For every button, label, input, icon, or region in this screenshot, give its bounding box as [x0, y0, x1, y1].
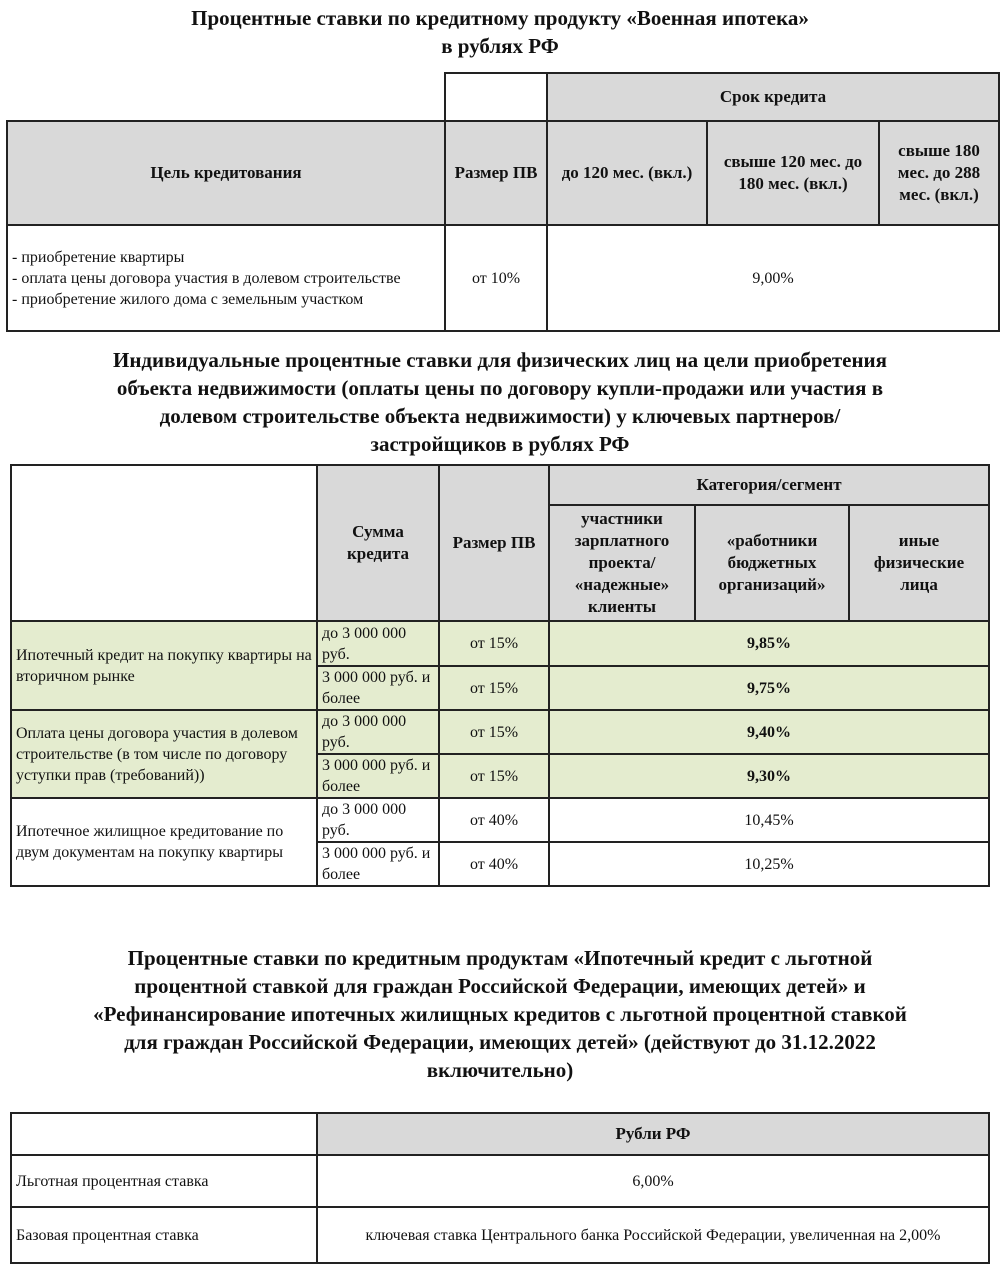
rate-cell: 9,40% — [549, 710, 989, 754]
section2-title — [0, 346, 1000, 458]
rate-cell: 9,75% — [549, 666, 989, 710]
goal-item: - оплата цены договора участия в долевом строительстве — [12, 269, 401, 287]
section2-title-line1: Индивидуальные процентные ставки для физических лиц на цели приобретения — [112, 348, 888, 372]
group-label: Ипотечное жилищное кредитование по двум документам на покупку квартиры — [11, 798, 317, 886]
sum-cell: до 3 000 000 руб. — [317, 710, 439, 754]
section3-title-line2: процентной ставкой для граждан Российской Федерации, имеющих детей» и — [134, 974, 866, 998]
pv-value: от 10% — [445, 225, 547, 331]
col-cat2-header: «работники бюджетных организаций» — [695, 505, 849, 621]
section3-title-line1: Процентные ставки по кредитным продуктам «Ипотечный кредит с льготной — [127, 946, 873, 970]
military-mortgage-table — [6, 72, 1000, 332]
sum-cell: 3 000 000 руб. и более — [317, 754, 439, 798]
col-pv-header: Размер ПВ — [439, 465, 549, 621]
section3-title-line4: для граждан Российской Федерации, имеющих детей» (действуют до 31.12.2022 — [124, 1030, 876, 1054]
group-label: Ипотечный кредит на покупку квартиры на вторичном рынке — [11, 621, 317, 710]
col-cat1-header: участники зарплатного проекта/ «надежные» клиенты — [549, 505, 695, 621]
pv-cell: от 15% — [439, 666, 549, 710]
rate-cell: 9,85% — [549, 621, 989, 666]
section3-title-line5: включительно) — [426, 1058, 574, 1082]
goals-cell — [7, 225, 445, 331]
col-sum-header: Сумма кредита — [317, 465, 439, 621]
pv-cell: от 40% — [439, 798, 549, 842]
blank-header — [11, 1113, 317, 1155]
preferential-rates-table — [10, 1112, 990, 1264]
pv-cell: от 15% — [439, 710, 549, 754]
sum-cell: до 3 000 000 руб. — [317, 621, 439, 666]
section1-title-line1: Процентные ставки по кредитному продукту «Военная ипотека» — [191, 6, 809, 30]
goal-item: - приобретение жилого дома с земельным участком — [12, 290, 364, 308]
col-pv-header: Размер ПВ — [445, 121, 547, 225]
currency-header: Рубли РФ — [317, 1113, 989, 1155]
blank-cell — [7, 73, 445, 121]
section3-title-line3: «Рефинансирование ипотечных жилищных кредитов с льготной процентной ставкой — [93, 1002, 907, 1026]
pv-cell: от 15% — [439, 754, 549, 798]
base-rate-value: ключевая ставка Центрального банка Российской Федерации, увеличенная на 2,00% — [317, 1207, 989, 1263]
section3-title — [0, 944, 1000, 1084]
section2-title-line3: долевом строительстве объекта недвижимости) у ключевых партнеров/ — [159, 404, 841, 428]
blank-header — [445, 73, 547, 121]
section1-title — [0, 4, 1000, 60]
preferential-rate-value: 6,00% — [317, 1155, 989, 1207]
partner-rates-table — [10, 464, 990, 887]
col-term1-header: до 120 мес. (вкл.) — [547, 121, 707, 225]
section2-title-line4: застройщиков в рублях РФ — [370, 432, 630, 456]
sum-cell: до 3 000 000 руб. — [317, 798, 439, 842]
blank-header — [11, 465, 317, 621]
pv-cell: от 40% — [439, 842, 549, 886]
group-label: Оплата цены договора участия в долевом строительстве (в том числе по договору уступки прав (требований)) — [11, 710, 317, 798]
base-rate-label: Базовая процентная ставка — [11, 1207, 317, 1263]
section1-title-line2: в рублях РФ — [441, 34, 559, 58]
rate-cell: 10,25% — [549, 842, 989, 886]
sum-cell: 3 000 000 руб. и более — [317, 842, 439, 886]
sum-cell: 3 000 000 руб. и более — [317, 666, 439, 710]
col-term3-header: свыше 180 мес. до 288 мес. (вкл.) — [879, 121, 999, 225]
rate-cell: 9,30% — [549, 754, 989, 798]
term-group-header: Срок кредита — [547, 73, 999, 121]
category-group-header: Категория/сегмент — [549, 465, 989, 505]
rate-cell: 10,45% — [549, 798, 989, 842]
preferential-rate-label: Льготная процентная ставка — [11, 1155, 317, 1207]
section2-title-line2: объекта недвижимости (оплаты цены по договору купли-продажи или участия в — [116, 376, 884, 400]
goal-item: - приобретение квартиры — [12, 248, 185, 266]
col-term2-header: свыше 120 мес. до 180 мес. (вкл.) — [707, 121, 879, 225]
pv-cell: от 15% — [439, 621, 549, 666]
rate-value: 9,00% — [547, 225, 999, 331]
col-goal-header: Цель кредитования — [7, 121, 445, 225]
col-cat3-header: иные физические лица — [849, 505, 989, 621]
